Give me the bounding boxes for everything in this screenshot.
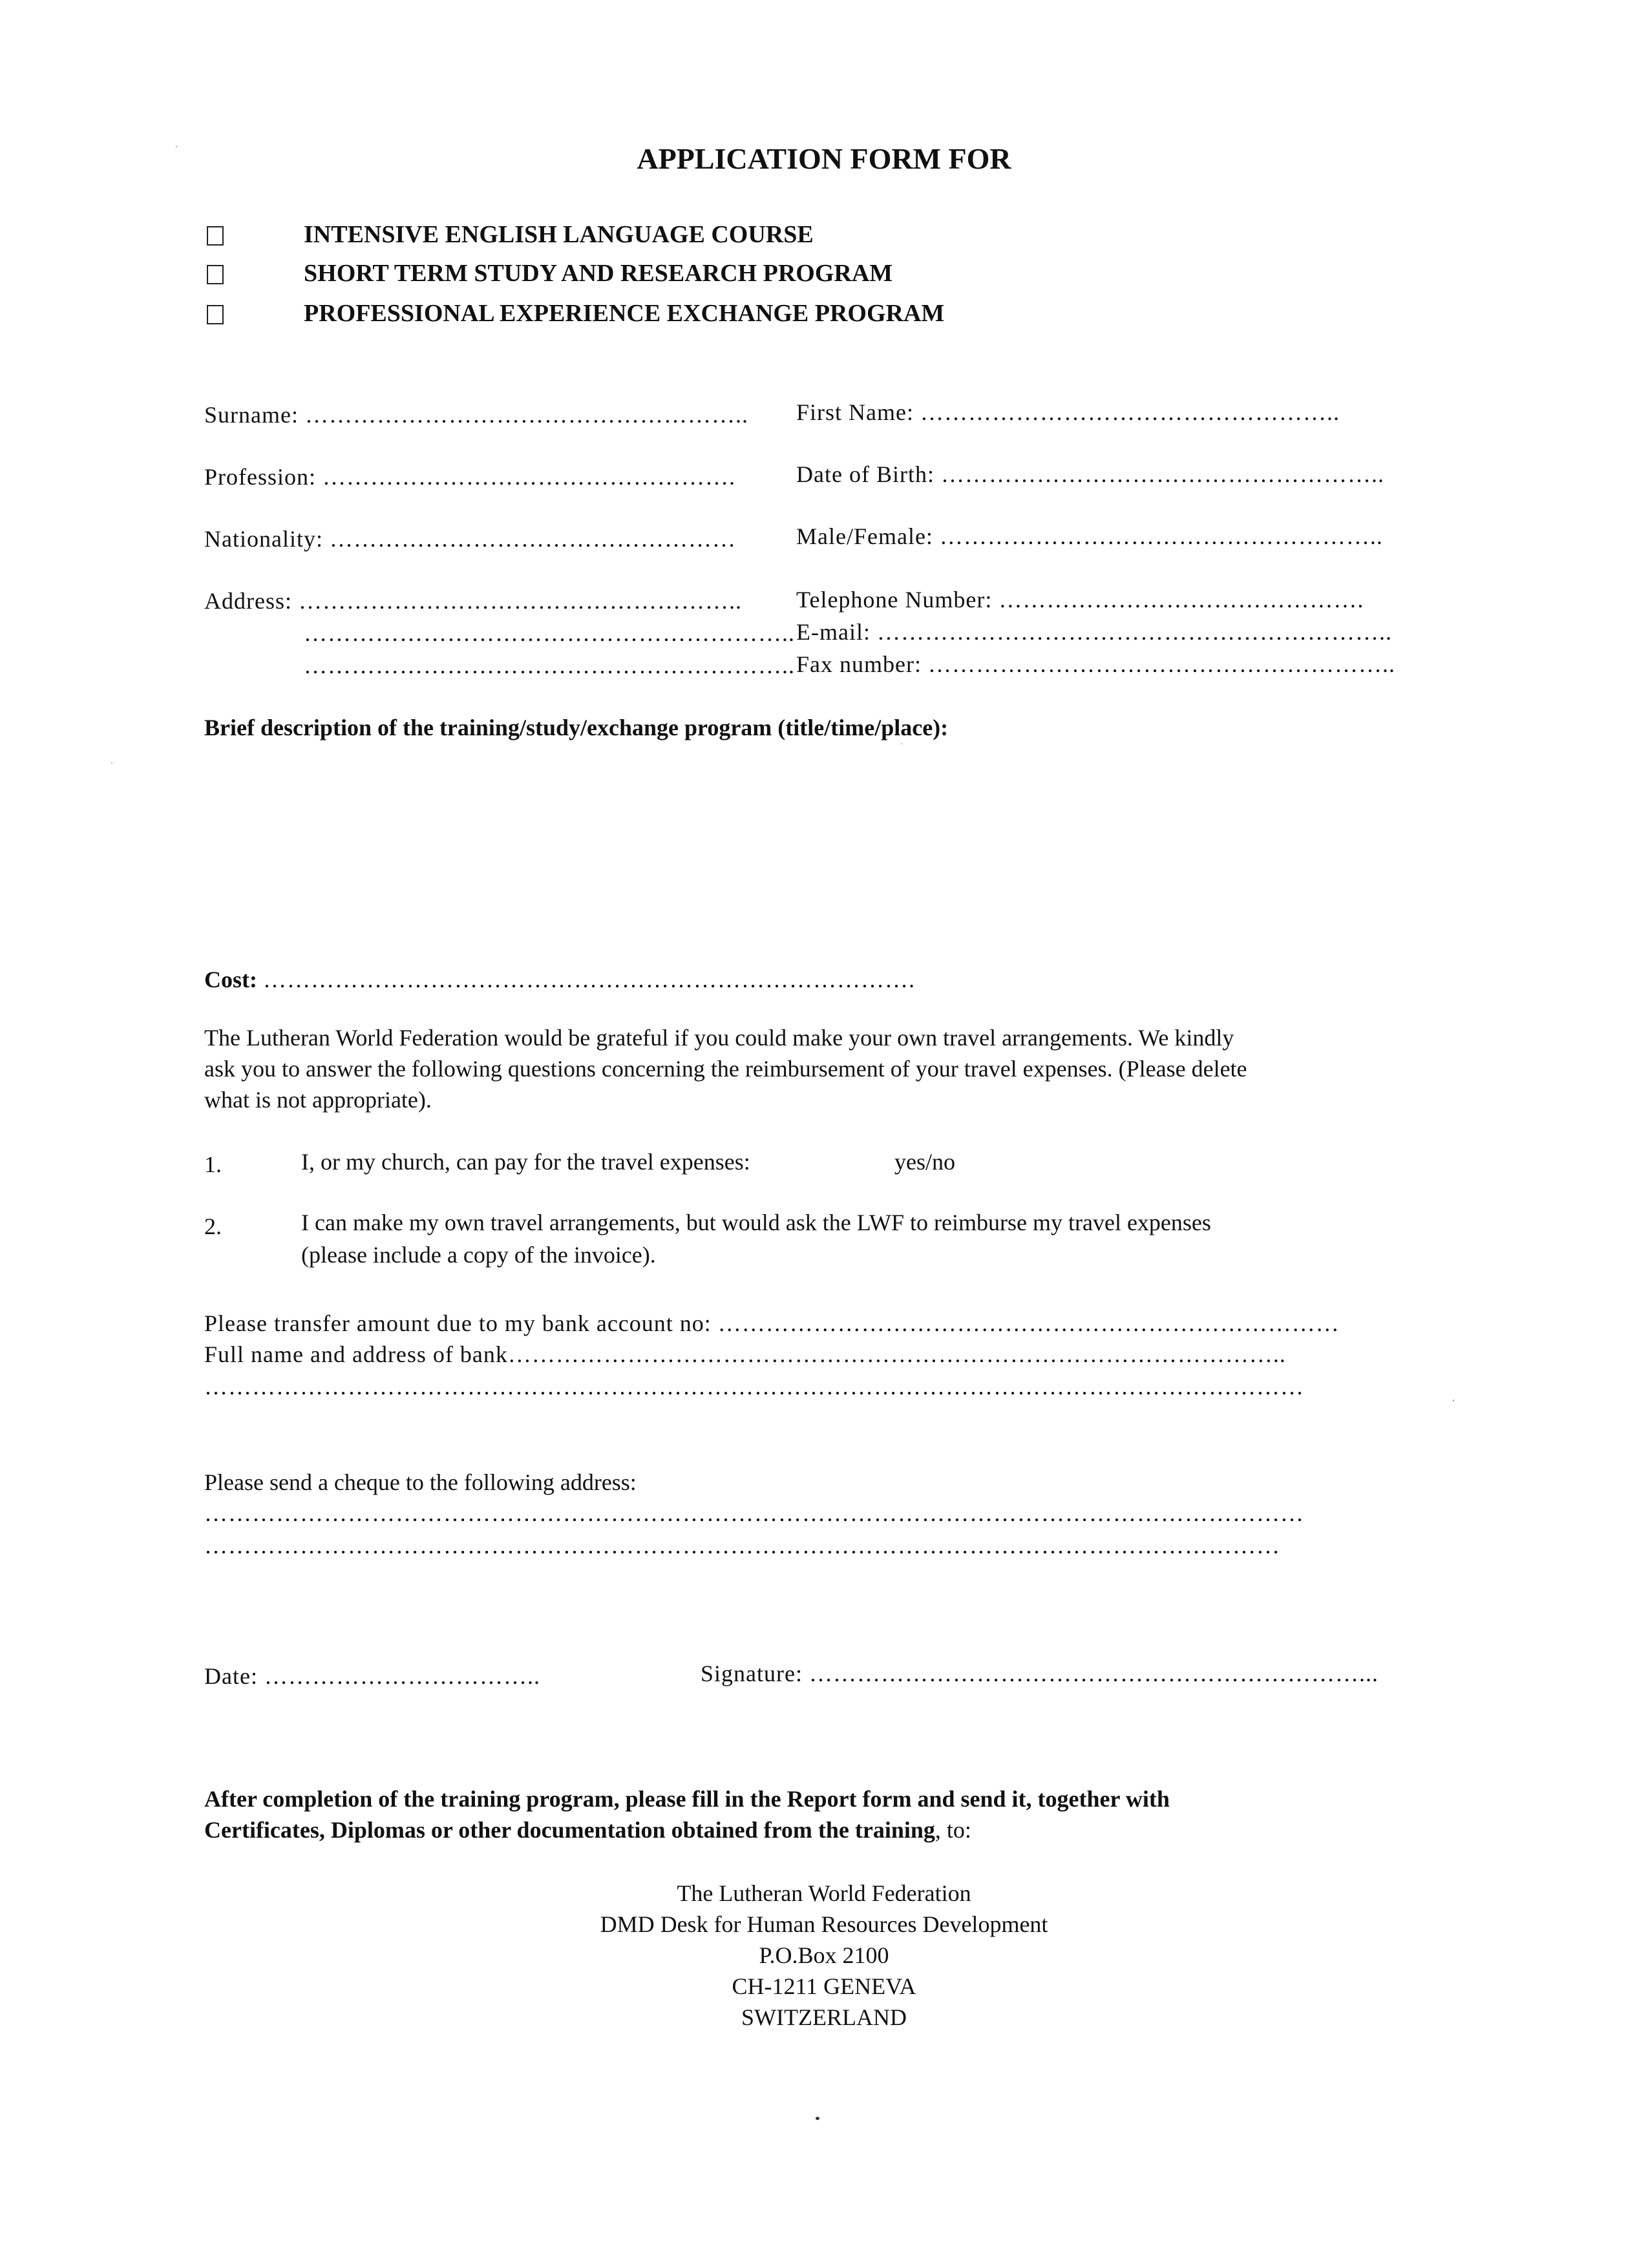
description-area[interactable] (204, 750, 1432, 943)
lwf-address-line-4: CH-1211 GENEVA (732, 1973, 916, 1999)
male-female-field[interactable]: Male/Female: ……………………………………………….. (796, 523, 1383, 549)
intro-line-2: ask you to answer the following questions concerning the reimbursement of your travel expenses. (Please delete (204, 1056, 1247, 1082)
scan-speck (111, 762, 112, 764)
program-checkbox-research[interactable] (207, 265, 224, 284)
date-of-birth-field[interactable]: Date of Birth: ……………………………………………….. (796, 461, 1384, 487)
address-field-line-3[interactable]: …………………………………………………….. (304, 653, 795, 678)
question-1-number: 1. (204, 1151, 222, 1177)
lwf-address-line-5: SWITZERLAND (741, 2004, 907, 2030)
program-checkbox-english[interactable] (207, 226, 224, 246)
question-2-text-line-1: I can make my own travel arrangements, but would ask the LWF to reimburse my travel expenses (301, 1210, 1211, 1235)
scan-speck (176, 146, 177, 147)
address-field-line-1[interactable]: Address: ……………………………………………….. (204, 588, 742, 614)
surname-field[interactable]: Surname: ……………………………………………….. (204, 402, 748, 428)
cheque-address-line-1[interactable]: ………………………………………………………………………………………………………………………… (204, 1500, 1304, 1526)
intro-line-1: The Lutheran World Federation would be grateful if you could make your own travel arrangements. We kindly (204, 1025, 1234, 1051)
bank-name-address-field[interactable]: Full name and address of bank…………………………………………………………………………………….. (204, 1341, 1286, 1367)
form-title: APPLICATION FORM FOR (637, 142, 1011, 175)
completion-line-1: After completion of the training program, please fill in the Report form and send it, together with (204, 1786, 1170, 1812)
program-label-exchange: PROFESSIONAL EXPERIENCE EXCHANGE PROGRAM (304, 300, 945, 327)
date-field[interactable]: Date: …………………………….. (204, 1663, 540, 1689)
bank-extra-line[interactable]: ………………………………………………………………………………………………………………………… (204, 1374, 1304, 1400)
nationality-field[interactable]: Nationality: …………………………………………… (204, 526, 736, 552)
question-1-text: I, or my church, can pay for the travel expenses: (301, 1149, 750, 1175)
description-heading: Brief description of the training/study/exchange program (title/time/place): (204, 715, 949, 740)
signature-field[interactable]: Signature: ……………………………………………………………... (701, 1661, 1379, 1686)
email-field[interactable]: E-mail: ……………………………………………………….. (796, 619, 1392, 645)
program-label-english: INTENSIVE ENGLISH LANGUAGE COURSE (304, 221, 814, 248)
cost-label: Cost: (204, 967, 257, 992)
lwf-address-line-3: P.O.Box 2100 (759, 1942, 889, 1968)
program-label-research: SHORT TERM STUDY AND RESEARCH PROGRAM (304, 260, 893, 287)
address-field-line-2[interactable]: …………………………………………………….. (304, 620, 795, 646)
program-checkbox-exchange[interactable] (207, 305, 224, 324)
scan-speck (901, 743, 902, 744)
telephone-field[interactable]: Telephone Number: ………………………………………. (796, 587, 1364, 613)
question-1-answer[interactable]: yes/no (894, 1149, 955, 1175)
cost-row[interactable] (204, 965, 915, 994)
question-2-text-line-2: (please include a copy of the invoice). (301, 1242, 656, 1268)
intro-line-3: what is not appropriate). (204, 1087, 432, 1113)
fax-field[interactable]: Fax number: ………………………………………………….. (796, 651, 1395, 677)
question-2-number: 2. (204, 1213, 222, 1239)
cost-field[interactable]: ………………………………………………………………………. (262, 967, 915, 992)
completion-line-2-tail: , to: (935, 1817, 971, 1843)
lwf-address-line-2: DMD Desk for Human Resources Development (600, 1911, 1048, 1937)
cheque-heading: Please send a cheque to the following address: (204, 1469, 637, 1495)
profession-field[interactable]: Profession: ……………………………………………. (204, 464, 735, 490)
completion-line-2 (204, 1816, 971, 1844)
cheque-address-line-2[interactable]: ……………………………………………………………………………………………………………………… (204, 1533, 1280, 1559)
bank-account-field[interactable]: Please transfer amount due to my bank account no: …………………………………………………………………… (204, 1310, 1340, 1336)
completion-line-2-bold: Certificates, Diplomas or other documentation obtained from the training (204, 1817, 935, 1843)
scan-speck (1453, 1400, 1454, 1402)
first-name-field[interactable]: First Name: …………………………………………….. (796, 399, 1340, 425)
scan-speck (816, 2117, 819, 2120)
lwf-address-line-1: The Lutheran World Federation (677, 1880, 971, 1906)
